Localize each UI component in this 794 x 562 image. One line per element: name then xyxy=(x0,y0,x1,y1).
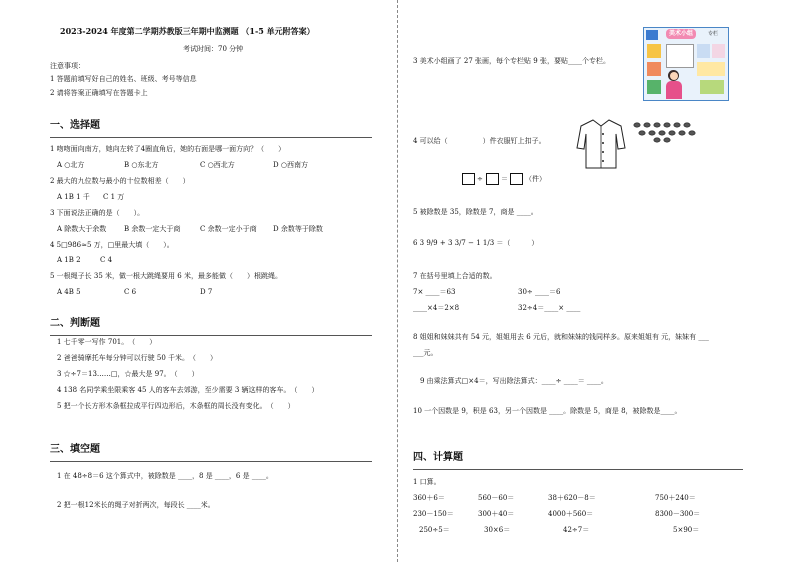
s1-q3-opt-b: B 余数一定大于商 xyxy=(124,225,181,233)
poster-tile-yellow xyxy=(647,44,661,58)
notes-title: 注意事项： xyxy=(50,62,85,70)
section-3-rule xyxy=(50,461,372,462)
s1-q5-opt-c: C 6 xyxy=(124,288,137,296)
r-q5: 5 被除数是 35，除数是 7，商是 ____。 xyxy=(413,208,538,216)
div-unit: （件） xyxy=(525,175,546,183)
s1-q3-opt-d: D 余数等于除数 xyxy=(273,225,323,233)
note-2: 2 请将答案正确填写在答题卡上 xyxy=(50,89,148,97)
poster-corner-tile xyxy=(646,30,658,40)
s1-q2-opt-c: C 1 万 xyxy=(103,193,125,201)
s3-q2: 2 把一根12米长的绳子对折两次，每段长 ____米。 xyxy=(57,501,215,509)
calc-3-4: 5×90＝ xyxy=(673,526,700,534)
poster-tile-orange xyxy=(647,62,661,76)
section-4-heading: 四、计算题 xyxy=(413,452,463,463)
s1-q1-opt-a: A ○北方 xyxy=(57,161,85,169)
r-q7-b: 30÷ ____＝6 xyxy=(518,288,561,296)
s3-q1: 1 在 48÷8＝6 这个算式中，被除数是 ____，8 是 ____，6 是 ____。 xyxy=(57,472,273,480)
div-box-3 xyxy=(510,173,523,185)
r-q4: 4 可以给（ ）件衣服钉上扣子。 xyxy=(413,137,546,145)
s1-q5: 5 一根绳子长 35 米，做一根大跳绳要用 6 米，最多能做（ ）根跳绳。 xyxy=(50,272,282,280)
s1-q4-opt-ab: A 1B 2 xyxy=(57,256,81,264)
r-q7: 7 在括号里填上合适的数。 xyxy=(413,272,497,280)
calc-3-3: 42÷7＝ xyxy=(563,526,590,534)
s1-q4-opt-c: C 4 xyxy=(100,256,113,264)
eq-sign: ＝ xyxy=(501,175,508,183)
s1-q2-opt-ab: A 1B 1 千 xyxy=(57,193,90,201)
section-1-rule xyxy=(50,137,372,138)
div-box-1 xyxy=(462,173,475,185)
shirt-icon xyxy=(575,118,627,170)
section-3-heading: 三、填空题 xyxy=(50,444,100,455)
s1-q5-opt-ab: A 4B 5 xyxy=(57,288,81,296)
s1-q3-opt-c: C 余数一定小于商 xyxy=(200,225,257,233)
section-1-heading: 一、选择题 xyxy=(50,120,100,131)
calc-3-2: 30×6＝ xyxy=(484,526,511,534)
calc-1-3: 38＋620－8＝ xyxy=(548,494,596,502)
s1-q5-opt-d: D 7 xyxy=(200,288,213,296)
s2-item-5: 5 把一个长方形木条框拉成平行四边形后，木条框的周长没有变化。 （ ） xyxy=(57,402,295,410)
r-q8: 8 姐姐和妹妹共有 54 元，姐姐用去 6 元后，就和妹妹的钱同样多。原来姐姐有 元，妹妹有 ___ xyxy=(413,333,709,341)
calc-2-1: 230－150＝ xyxy=(413,510,454,518)
poster-tile-blue xyxy=(697,44,710,58)
calc-2-4: 8300－300＝ xyxy=(655,510,701,518)
r-q8-cont: ___元。 xyxy=(413,349,438,357)
girl-dress xyxy=(666,81,682,99)
buttons-icon xyxy=(632,121,698,143)
calc-1-4: 750＋240＝ xyxy=(655,494,696,502)
r-q7-d: 32÷4＝____× ____ xyxy=(518,304,581,312)
section-4-rule xyxy=(413,469,743,470)
s1-q1-opt-b: B ○东北方 xyxy=(124,161,159,169)
div-sign: ÷ xyxy=(477,175,483,183)
s1-q3-opt-a: A 除数大于余数 xyxy=(57,225,107,233)
s1-q1-opt-d: D ○西南方 xyxy=(273,161,308,169)
s1-q4: 4 5□986≈5 万，□里最大填（ ）。 xyxy=(50,241,174,249)
s1-q3: 3 下面说法正确的是（ ）。 xyxy=(50,209,145,217)
s4-sub: 1 口算。 xyxy=(413,478,441,486)
poster-tile-lime xyxy=(700,80,724,94)
div-box-2 xyxy=(486,173,499,185)
r-q7-c: ____×4＝2×8 xyxy=(413,304,460,312)
section-2-heading: 二、判断题 xyxy=(50,318,100,329)
calc-2-2: 300＋40＝ xyxy=(478,510,515,518)
calc-1-2: 560－60＝ xyxy=(478,494,515,502)
calc-2-3: 4000＋560＝ xyxy=(548,510,594,518)
poster-tile-green xyxy=(647,80,661,94)
poster-illustration xyxy=(643,27,729,101)
r-q10: 10 一个因数是 9，积是 63，另一个因数是 ____。除数是 5，商是 8，被除数是____。 xyxy=(413,407,682,415)
r-q3: 3 美术小组画了 27 张画，每个专栏贴 9 张，要贴____个专栏。 xyxy=(413,57,610,65)
poster-tile-pink xyxy=(712,44,725,58)
section-2-rule xyxy=(50,335,372,336)
girl-face xyxy=(670,72,678,80)
calc-1-1: 360＋6＝ xyxy=(413,494,445,502)
s2-item-2: 2 爸爸骑摩托车每分钟可以行驶 50 千米。 （ ） xyxy=(57,354,218,362)
poster-picture xyxy=(666,44,694,68)
exam-time: 考试时间：70 分钟 xyxy=(183,45,244,53)
page-title: 2023-2024 年度第二学期苏教版三年期中监测题 （1-5 单元附答案） xyxy=(60,26,315,36)
s2-item-3: 3 ☆÷7＝13……□，☆最大是 97。 （ ） xyxy=(57,370,199,378)
s1-q1: 1 吻吻面向南方，她向左转了4圈直角后，她的右面是哪一面方向？（ ） xyxy=(50,145,286,153)
s2-item-4: 4 138 名同学乘坐限乘客 45 人的客车去郊游，至少需要 3 辆这样的客车。 （ ） xyxy=(57,386,319,394)
r-q6: 6 3 9/9 + 3 3/7 − 1 1/3 ＝（ ） xyxy=(413,239,539,247)
note-1: 1 答题前填写好自己的姓名、班级、考号等信息 xyxy=(50,75,197,83)
r-q7-a: 7× ____＝63 xyxy=(413,288,456,296)
poster-side-label: 专栏 xyxy=(708,31,719,37)
column-divider xyxy=(397,0,398,562)
r-q9: 9 由乘法算式□×4＝，写出除法算式：____÷ ____＝ ____。 xyxy=(420,377,608,385)
calc-3-1: 250÷5＝ xyxy=(419,526,450,534)
s2-item-1: 1 七千零一写作 701。 （ ） xyxy=(57,338,157,346)
poster-title: 美术小组 xyxy=(666,29,696,39)
poster-tile-note xyxy=(697,62,725,76)
s1-q2: 2 最大的九位数与最小的十位数相差（ ） xyxy=(50,177,190,185)
s1-q1-opt-c: C ○西北方 xyxy=(200,161,235,169)
